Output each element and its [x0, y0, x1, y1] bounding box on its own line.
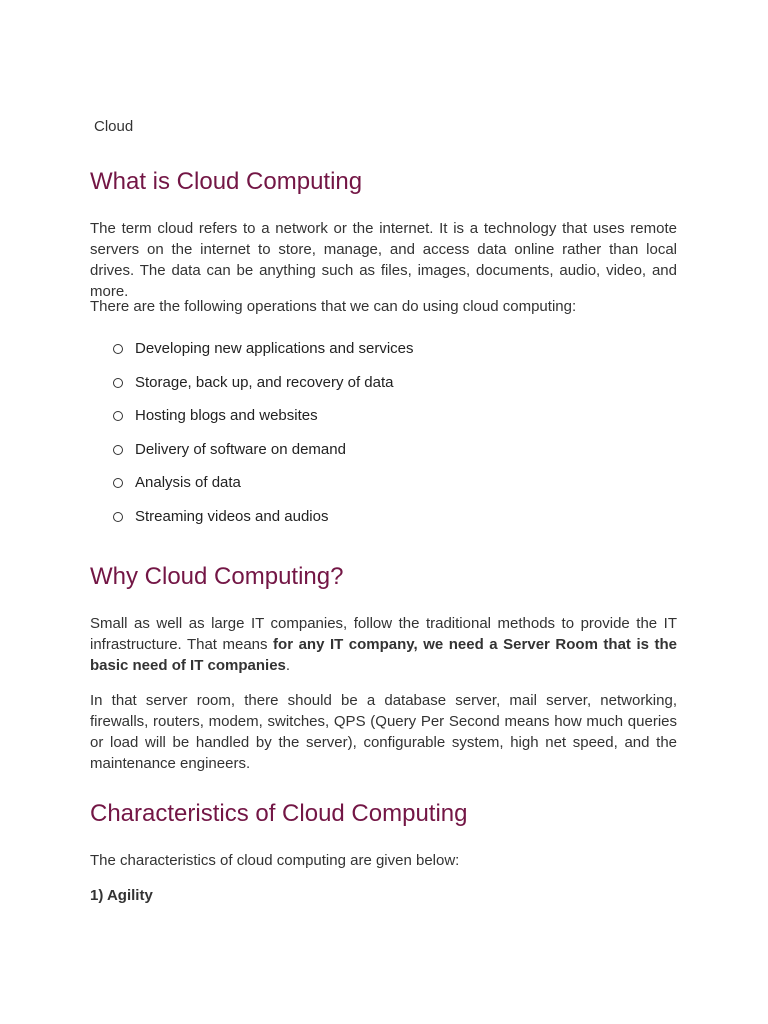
paragraph-bold-text: for any IT company, we need a Server Room that is the basic need of IT companies — [90, 636, 677, 674]
document-label: Cloud — [94, 118, 134, 135]
paragraph-characteristics-intro: The characteristics of cloud computing are given below: — [90, 852, 460, 869]
list-item-text: Delivery of software on demand — [135, 440, 346, 458]
paragraph-operations-intro: There are the following operations that we can do using cloud computing: — [90, 298, 577, 315]
circle-bullet-icon — [113, 411, 123, 421]
paragraph-text-end: . — [285, 657, 291, 674]
list-item-text: Hosting blogs and websites — [135, 407, 318, 424]
list-item — [90, 506, 677, 540]
list-item — [90, 405, 677, 439]
list-item — [90, 338, 677, 372]
paragraph-server-room: In that server room, there should be a database server, mail server, networking, firewalls, routers, modem, switches, QPS (Query Per Second means how much queries or load will be handled by the server), configurable system, high net speed, and the maintenance engineers. — [90, 692, 677, 772]
list-item-text: Storage, back up, and recovery of data — [135, 373, 394, 391]
list-item-text: Analysis of data — [135, 474, 241, 491]
list-item-text: Streaming videos and audios — [135, 507, 329, 525]
list-item — [90, 472, 677, 506]
circle-bullet-icon — [113, 512, 123, 522]
operations-list — [90, 338, 677, 539]
list-item — [90, 439, 677, 473]
list-item — [90, 372, 677, 406]
list-item-text: Developing new applications and services — [135, 340, 414, 357]
circle-bullet-icon — [113, 478, 123, 488]
circle-bullet-icon — [113, 445, 123, 455]
section-heading-why-cloud: Why Cloud Computing? — [90, 563, 344, 590]
paragraph-why-cloud — [90, 613, 677, 676]
paragraph-text: Small as well as large IT companies, follow the traditional methods to provide the IT infrastructure. That means — [90, 615, 677, 653]
paragraph-cloud-definition: The term cloud refers to a network or the internet. It is a technology that uses remote servers on the internet to store, manage, and access data online rather than local drives. The data can be anything such as files, images, documents, audio, video, and more. — [90, 220, 677, 300]
circle-bullet-icon — [113, 378, 123, 388]
section-heading-what-is-cloud: What is Cloud Computing — [90, 168, 363, 195]
section-heading-characteristics: Characteristics of Cloud Computing — [90, 800, 468, 827]
circle-bullet-icon — [113, 344, 123, 354]
subheading-agility: 1) Agility — [90, 887, 153, 904]
